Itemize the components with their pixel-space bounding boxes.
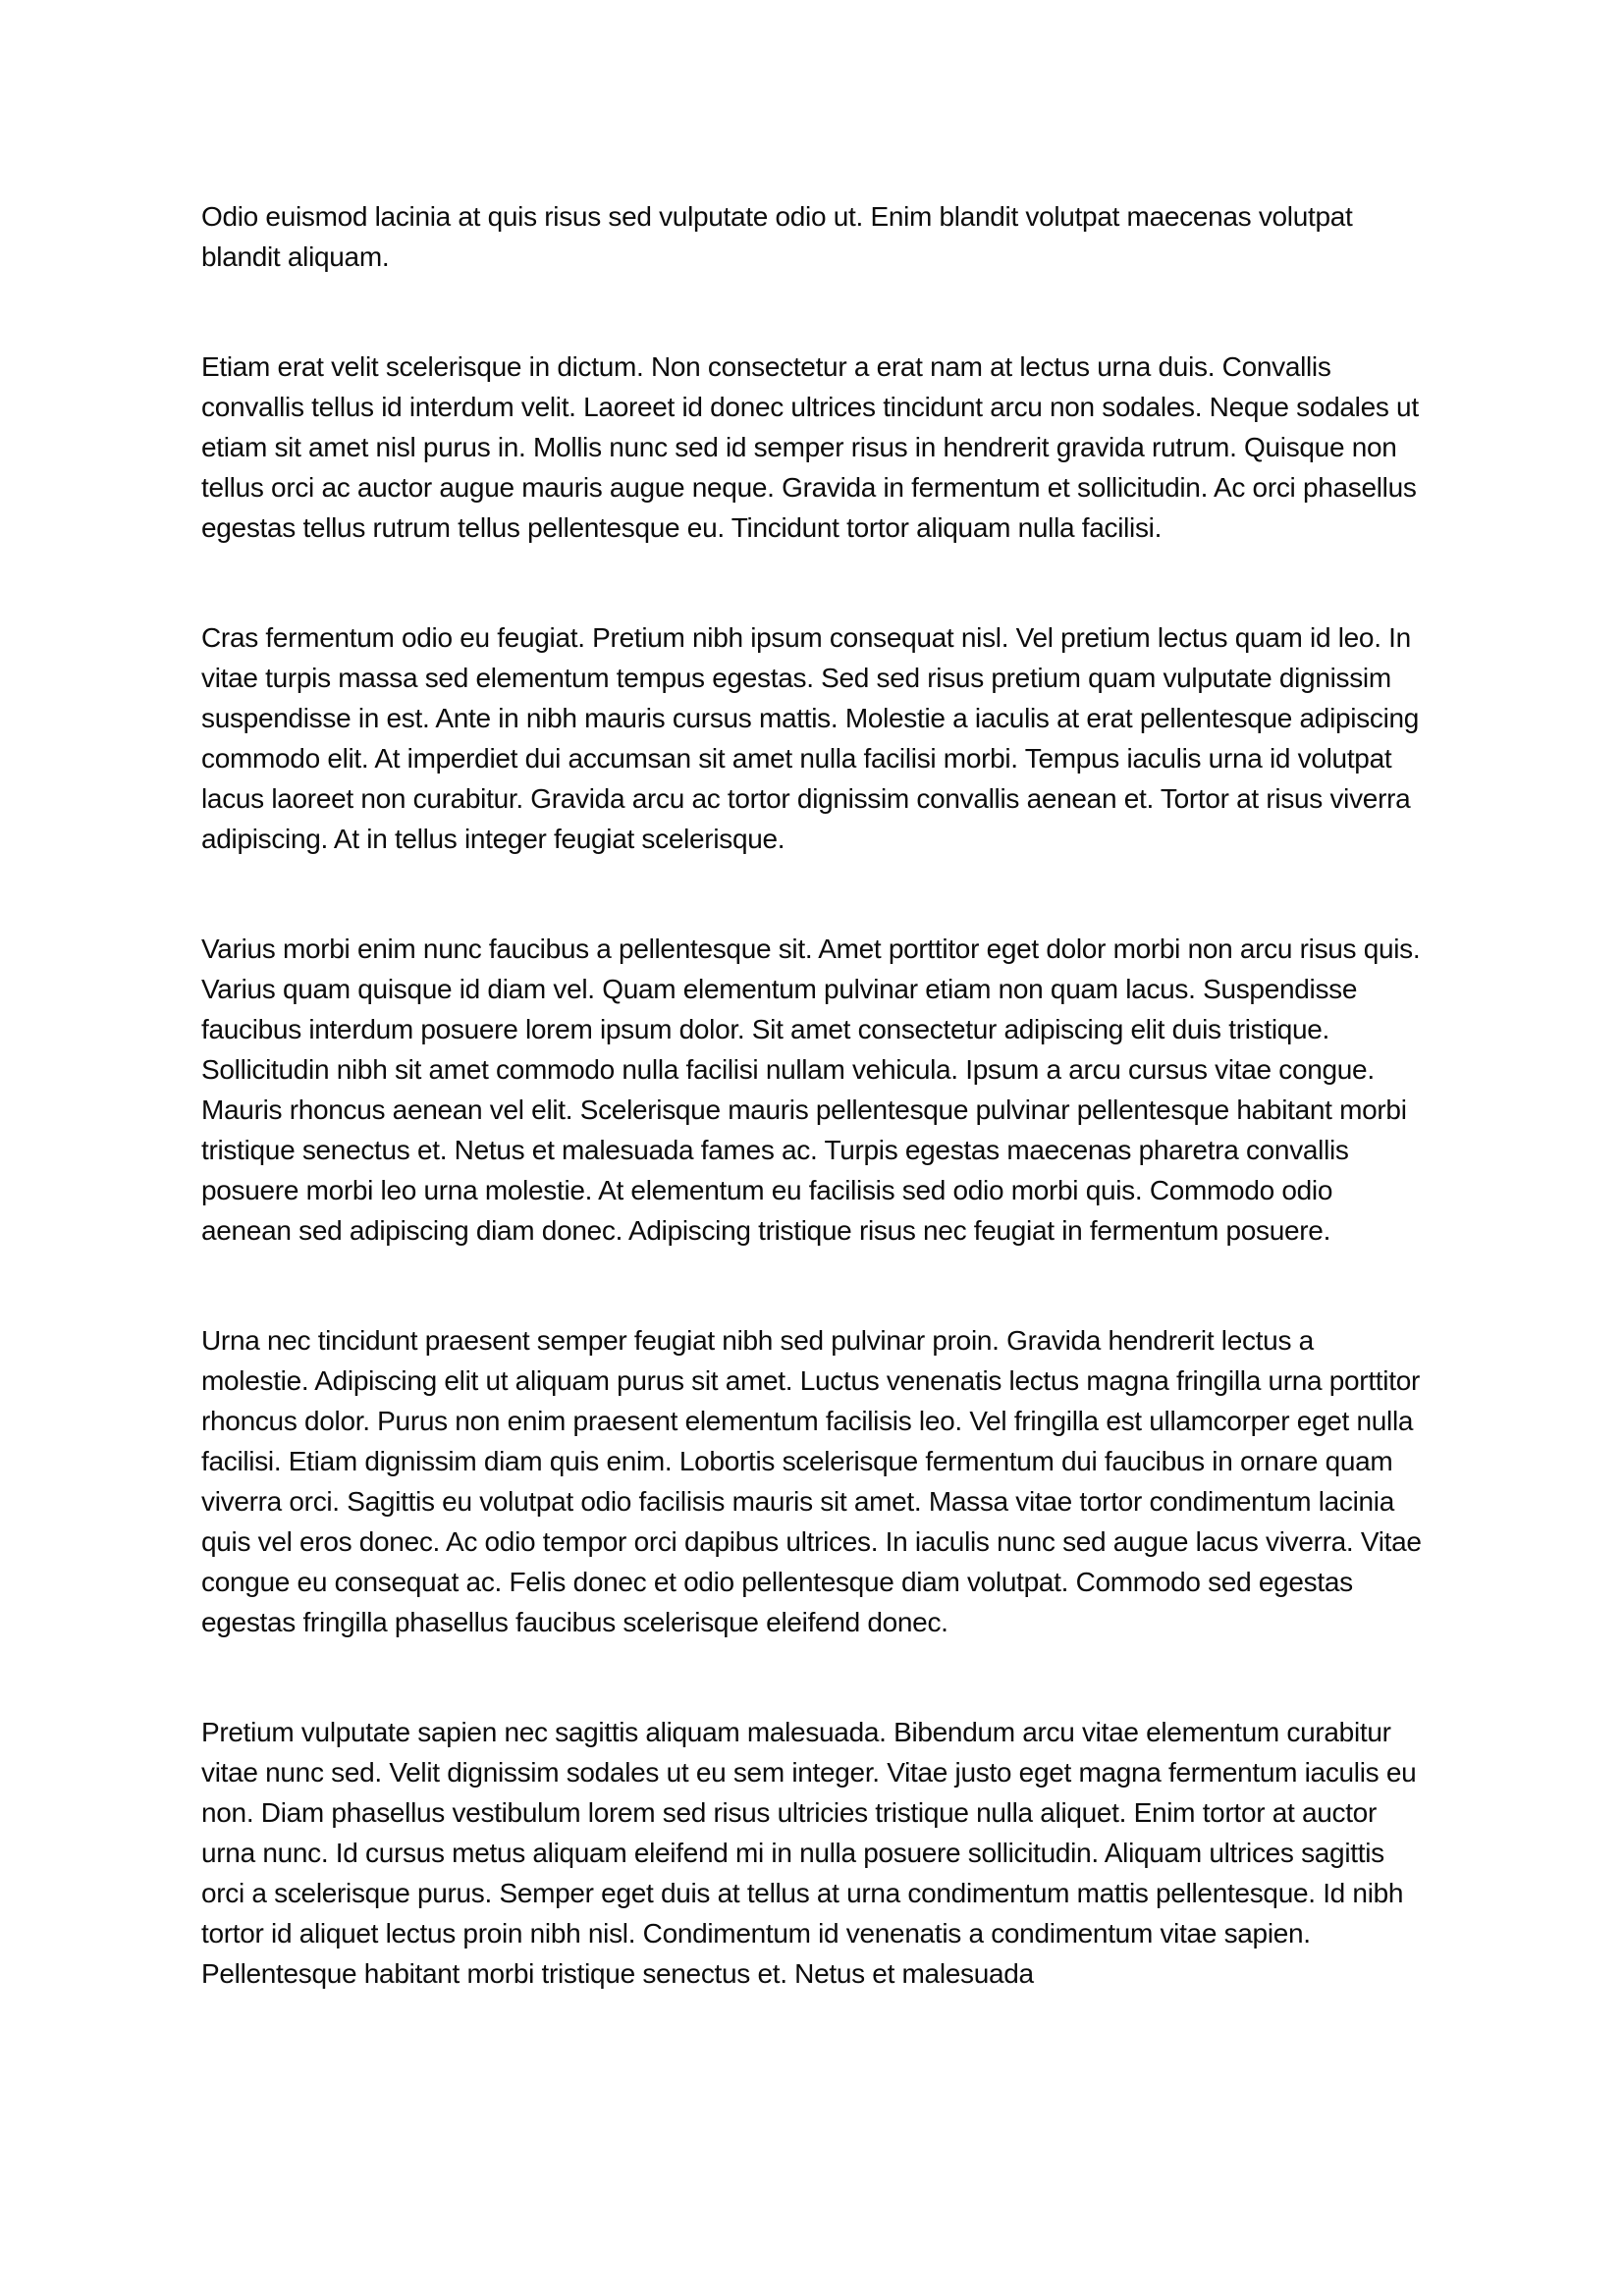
paragraph: Varius morbi enim nunc faucibus a pellentesque sit. Amet porttitor eget dolor morbi non arcu risus quis. Varius quam quisque id diam vel. Quam elementum pulvinar etiam non quam lacus. Suspendisse faucibus interdum posuere lorem ipsum dolor. Sit amet consectetur adipiscing elit duis tristique. Sollicitudin nibh sit amet commodo nulla facilisi nullam vehicula. Ipsum a arcu cursus vitae congue. Mauris rhoncus aenean vel elit. Scelerisque mauris pellentesque pulvinar pellentesque habitant morbi tristique senectus et. Netus et malesuada fames ac. Turpis egestas maecenas pharetra convallis posuere morbi leo urna molestie. At elementum eu facilisis sed odio morbi quis. Commodo odio aenean sed adipiscing diam donec. Adipiscing tristique risus nec feugiat in fermentum posuere. [201, 934, 1421, 1246]
paragraph: Urna nec tincidunt praesent semper feugiat nibh sed pulvinar proin. Gravida hendrerit lectus a molestie. Adipiscing elit ut aliquam purus sit amet. Luctus venenatis lectus magna fringilla urna porttitor rhoncus dolor. Purus non enim praesent elementum facilisis leo. Vel fringilla est ullamcorper eget nulla facilisi. Etiam dignissim diam quis enim. Lobortis scelerisque fermentum dui faucibus in ornare quam viverra orci. Sagittis eu volutpat odio facilisis mauris sit amet. Massa vitae tortor condimentum lacinia quis vel eros donec. Ac odio tempor orci dapibus ultrices. In iaculis nunc sed augue lacus viverra. Vitae congue eu consequat ac. Felis donec et odio pellentesque diam volutpat. Commodo sed egestas egestas fringilla phasellus faucibus scelerisque eleifend donec. [201, 1325, 1422, 1637]
paragraph: Cras fermentum odio eu feugiat. Pretium nibh ipsum consequat nisl. Vel pretium lectus quam id leo. In vitae turpis massa sed elementum tempus egestas. Sed sed risus pretium quam vulputate dignissim suspendisse in est. Ante in nibh mauris cursus mattis. Molestie a iaculis at erat pellentesque adipiscing commodo elit. At imperdiet dui accumsan sit amet nulla facilisi morbi. Tempus iaculis urna id volutpat lacus laoreet non curabitur. Gravida arcu ac tortor dignissim convallis aenean et. Tortor at risus viverra adipiscing. At in tellus integer feugiat scelerisque. [201, 622, 1420, 854]
document-body [201, 196, 1423, 1994]
paragraph: Odio euismod lacinia at quis risus sed vulputate odio ut. Enim blandit volutpat maecenas volutpat blandit aliquam. [201, 201, 1353, 272]
paragraph: Etiam erat velit scelerisque in dictum. Non consectetur a erat nam at lectus urna duis. Convallis convallis tellus id interdum velit. Laoreet id donec ultrices tincidunt arcu non sodales. Neque sodales ut etiam sit amet nisl purus in. Mollis nunc sed id semper risus in hendrerit gravida rutrum. Quisque non tellus orci ac auctor augue mauris augue neque. Gravida in fermentum et sollicitudin. Ac orci phasellus egestas tellus rutrum tellus pellentesque eu. Tincidunt tortor aliquam nulla facilisi. [201, 351, 1419, 543]
paragraph: Pretium vulputate sapien nec sagittis aliquam malesuada. Bibendum arcu vitae elementum curabitur vitae nunc sed. Velit dignissim sodales ut eu sem integer. Vitae justo eget magna fermentum iaculis eu non. Diam phasellus vestibulum lorem sed risus ultricies tristique nulla aliquet. Enim tortor at auctor urna nunc. Id cursus metus aliquam eleifend mi in nulla posuere sollicitudin. Aliquam ultrices sagittis orci a scelerisque purus. Semper eget duis at tellus at urna condimentum mattis pellentesque. Id nibh tortor id aliquet lectus proin nibh nisl. Condimentum id venenatis a condimentum vitae sapien. Pellentesque habitant morbi tristique senectus et. Netus et malesuada [201, 1717, 1417, 1989]
